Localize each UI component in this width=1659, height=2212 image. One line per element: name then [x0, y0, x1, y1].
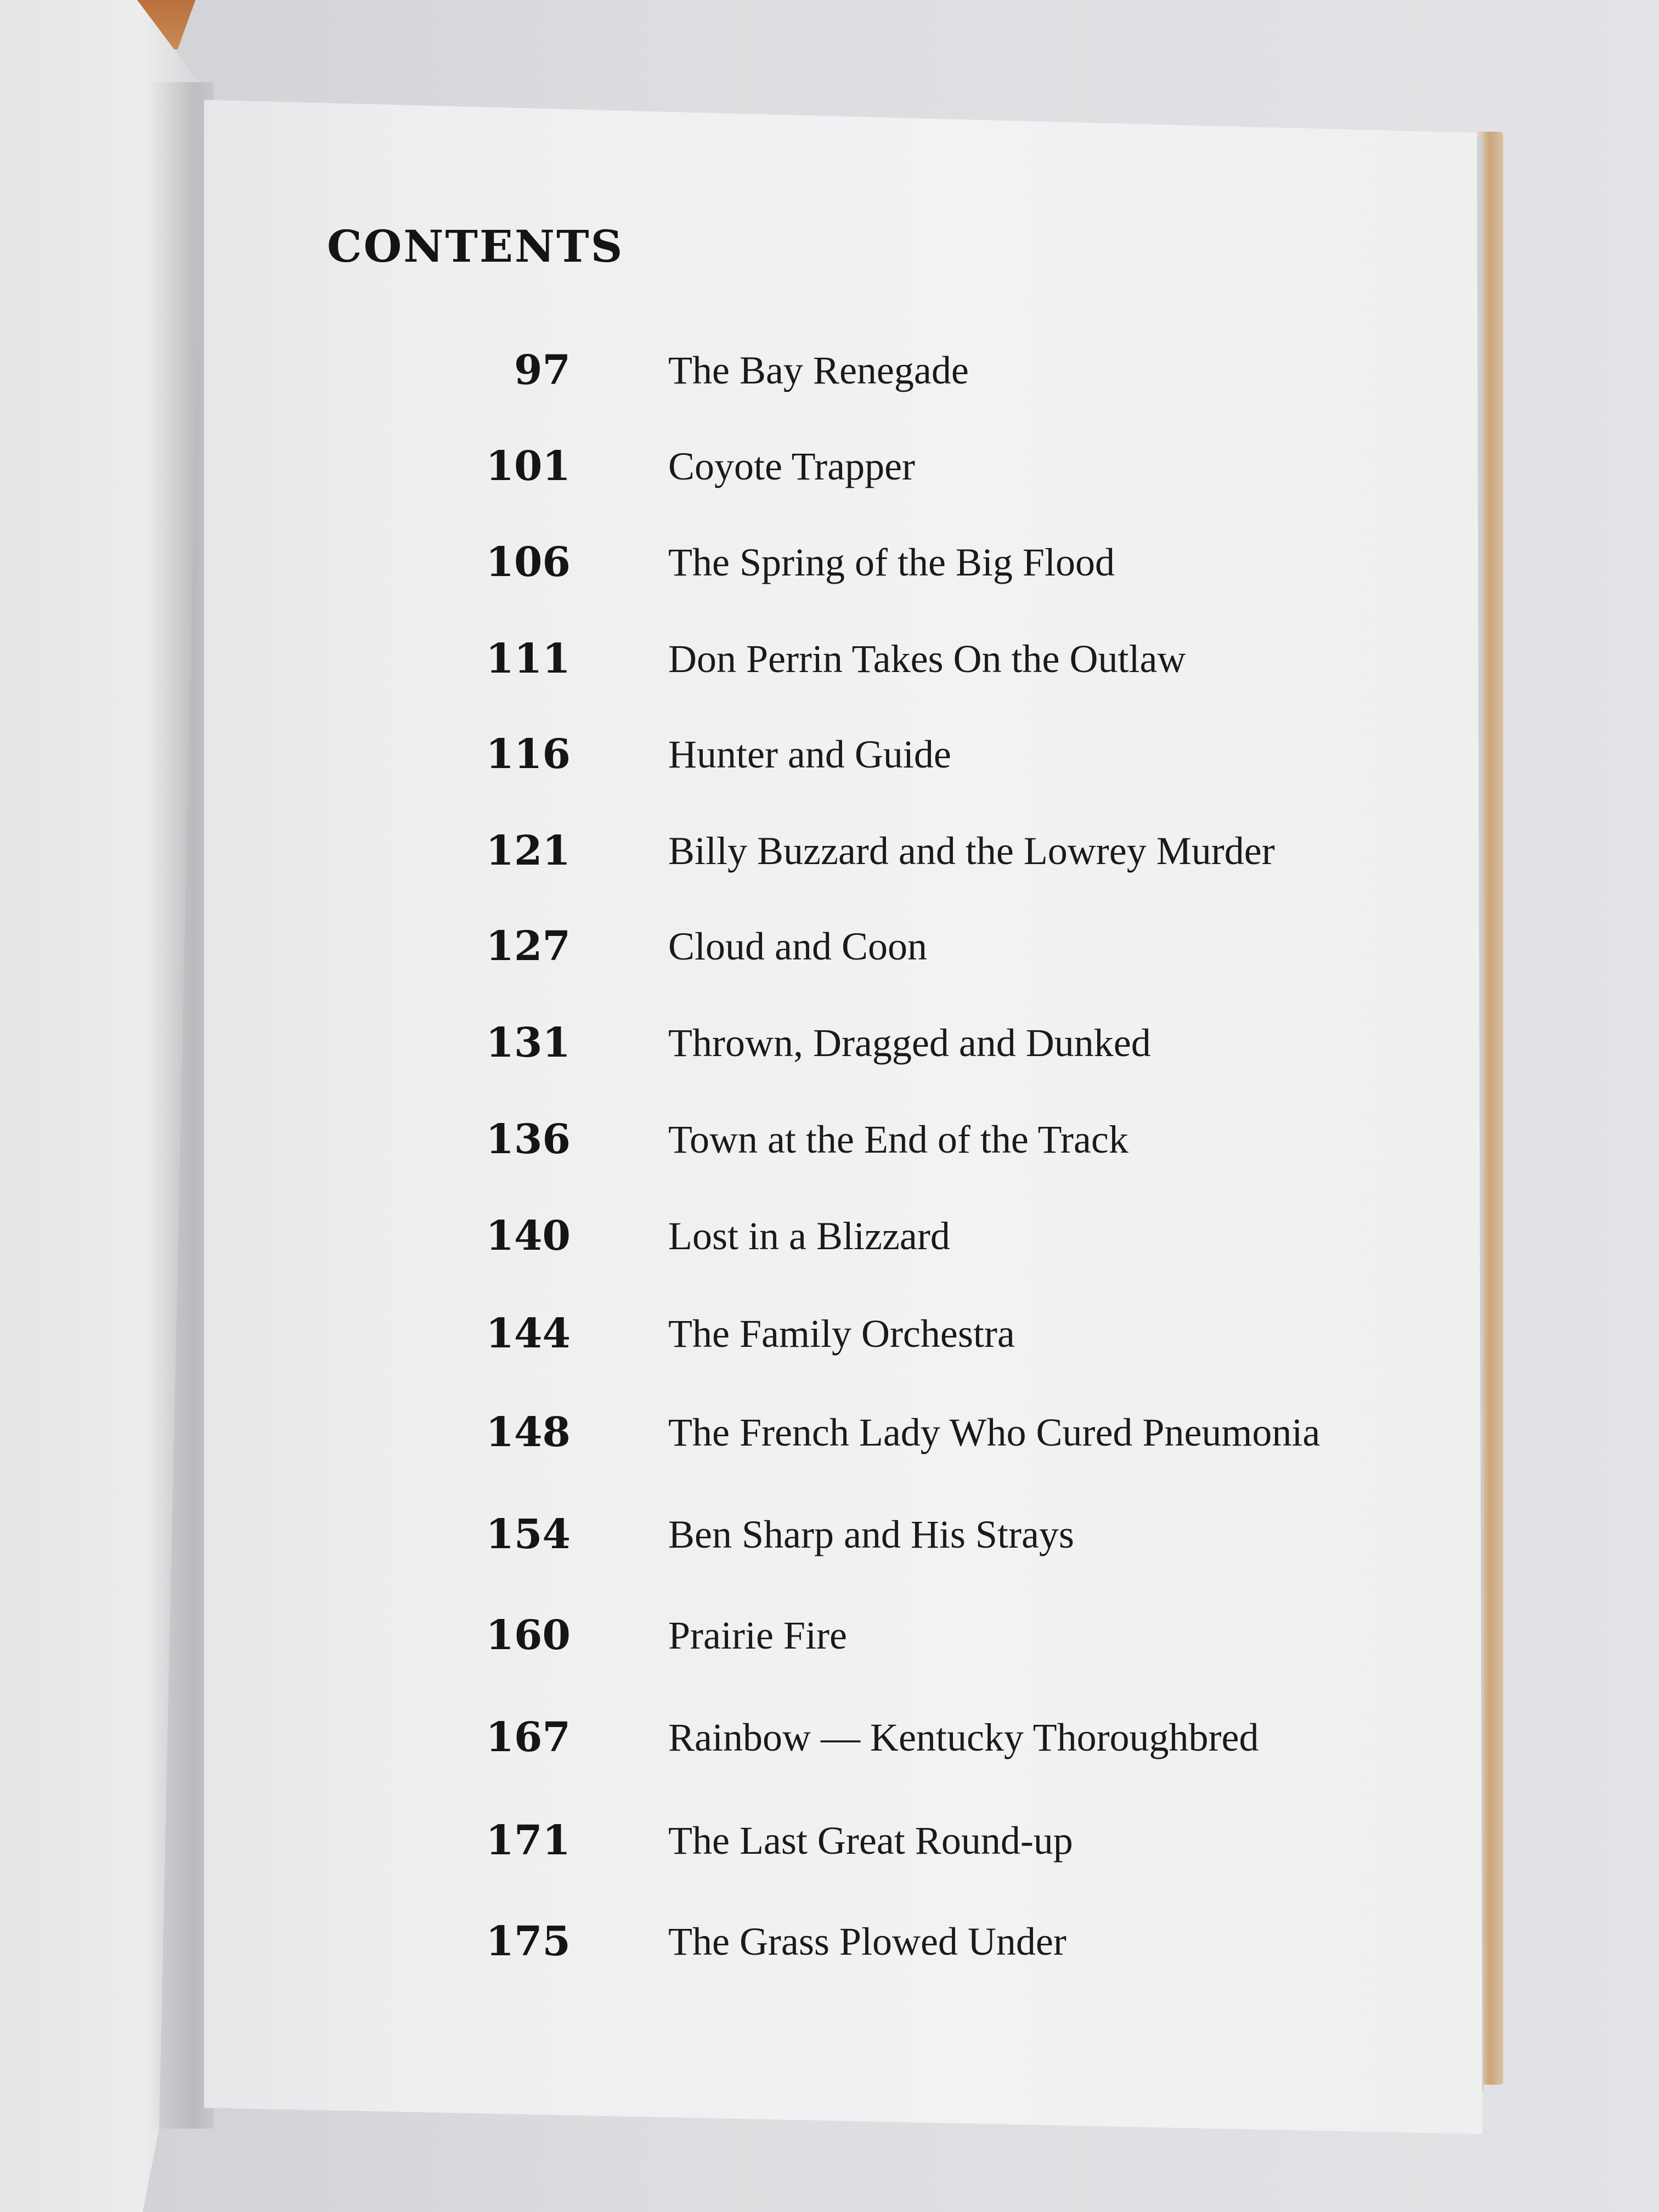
toc-entry — [486, 1911, 1426, 1972]
toc-entry — [486, 532, 1426, 592]
toc-entry — [486, 1109, 1426, 1170]
toc-page-number: 121 — [486, 827, 571, 874]
toc-chapter-title: The Last Great Round-up — [668, 1819, 1073, 1863]
toc-page-number: 106 — [486, 539, 571, 586]
toc-chapter-title: Lost in a Blizzard — [668, 1214, 950, 1258]
toc-chapter-title: Thrown, Dragged and Dunked — [668, 1021, 1151, 1065]
toc-chapter-title: Cloud and Coon — [668, 924, 928, 968]
toc-chapter-title: Ben Sharp and His Strays — [668, 1513, 1074, 1556]
toc-entry — [486, 916, 1426, 977]
toc-entry — [486, 1304, 1426, 1364]
contents-heading: CONTENTS — [327, 221, 624, 272]
toc-entry — [486, 724, 1426, 785]
toc-entry — [486, 1810, 1426, 1871]
toc-chapter-title: The Family Orchestra — [668, 1312, 1015, 1356]
toc-chapter-title: Town at the End of the Track — [668, 1118, 1128, 1161]
toc-page-number: 144 — [486, 1310, 571, 1357]
toc-page-number: 154 — [486, 1511, 571, 1558]
toc-entry — [486, 436, 1426, 496]
toc-page-number: 171 — [486, 1817, 571, 1864]
toc-chapter-title: The Grass Plowed Under — [668, 1920, 1066, 1963]
toc-page-number: 97 — [514, 347, 571, 394]
toc-chapter-title: The Spring of the Big Flood — [668, 540, 1115, 584]
toc-chapter-title: Don Perrin Takes On the Outlaw — [668, 637, 1186, 681]
toc-entry — [486, 1206, 1426, 1266]
toc-page-number: 101 — [486, 443, 571, 490]
toc-chapter-title: The Bay Renegade — [668, 348, 969, 392]
toc-page-number: 140 — [486, 1212, 571, 1260]
toc-entry — [486, 821, 1426, 881]
toc-page-number: 111 — [486, 635, 571, 682]
toc-page-number: 116 — [486, 731, 571, 778]
toc-page-number: 175 — [486, 1918, 571, 1965]
toc-entry — [486, 1707, 1426, 1768]
toc-chapter-title: The French Lady Who Cured Pneumonia — [668, 1410, 1321, 1454]
toc-chapter-title: Coyote Trapper — [668, 444, 915, 488]
toc-entry — [486, 1504, 1426, 1565]
toc-chapter-title: Hunter and Guide — [668, 732, 951, 776]
toc-page-number: 167 — [486, 1714, 571, 1761]
toc-page-number: 127 — [486, 923, 571, 970]
toc-page-number: 160 — [486, 1612, 571, 1659]
toc-entry — [486, 629, 1426, 689]
toc-chapter-title: Rainbow — Kentucky Thoroughbred — [668, 1716, 1259, 1759]
toc-entry — [486, 1605, 1426, 1666]
toc-page-number: 131 — [486, 1019, 571, 1066]
toc-page-number: 136 — [486, 1116, 571, 1163]
toc-entry — [486, 1402, 1426, 1463]
toc-page-number: 148 — [486, 1409, 571, 1456]
toc-chapter-title: Billy Buzzard and the Lowrey Murder — [668, 829, 1275, 873]
toc-entry — [486, 1013, 1426, 1073]
toc-entry — [494, 340, 1426, 400]
toc-chapter-title: Prairie Fire — [668, 1613, 847, 1657]
